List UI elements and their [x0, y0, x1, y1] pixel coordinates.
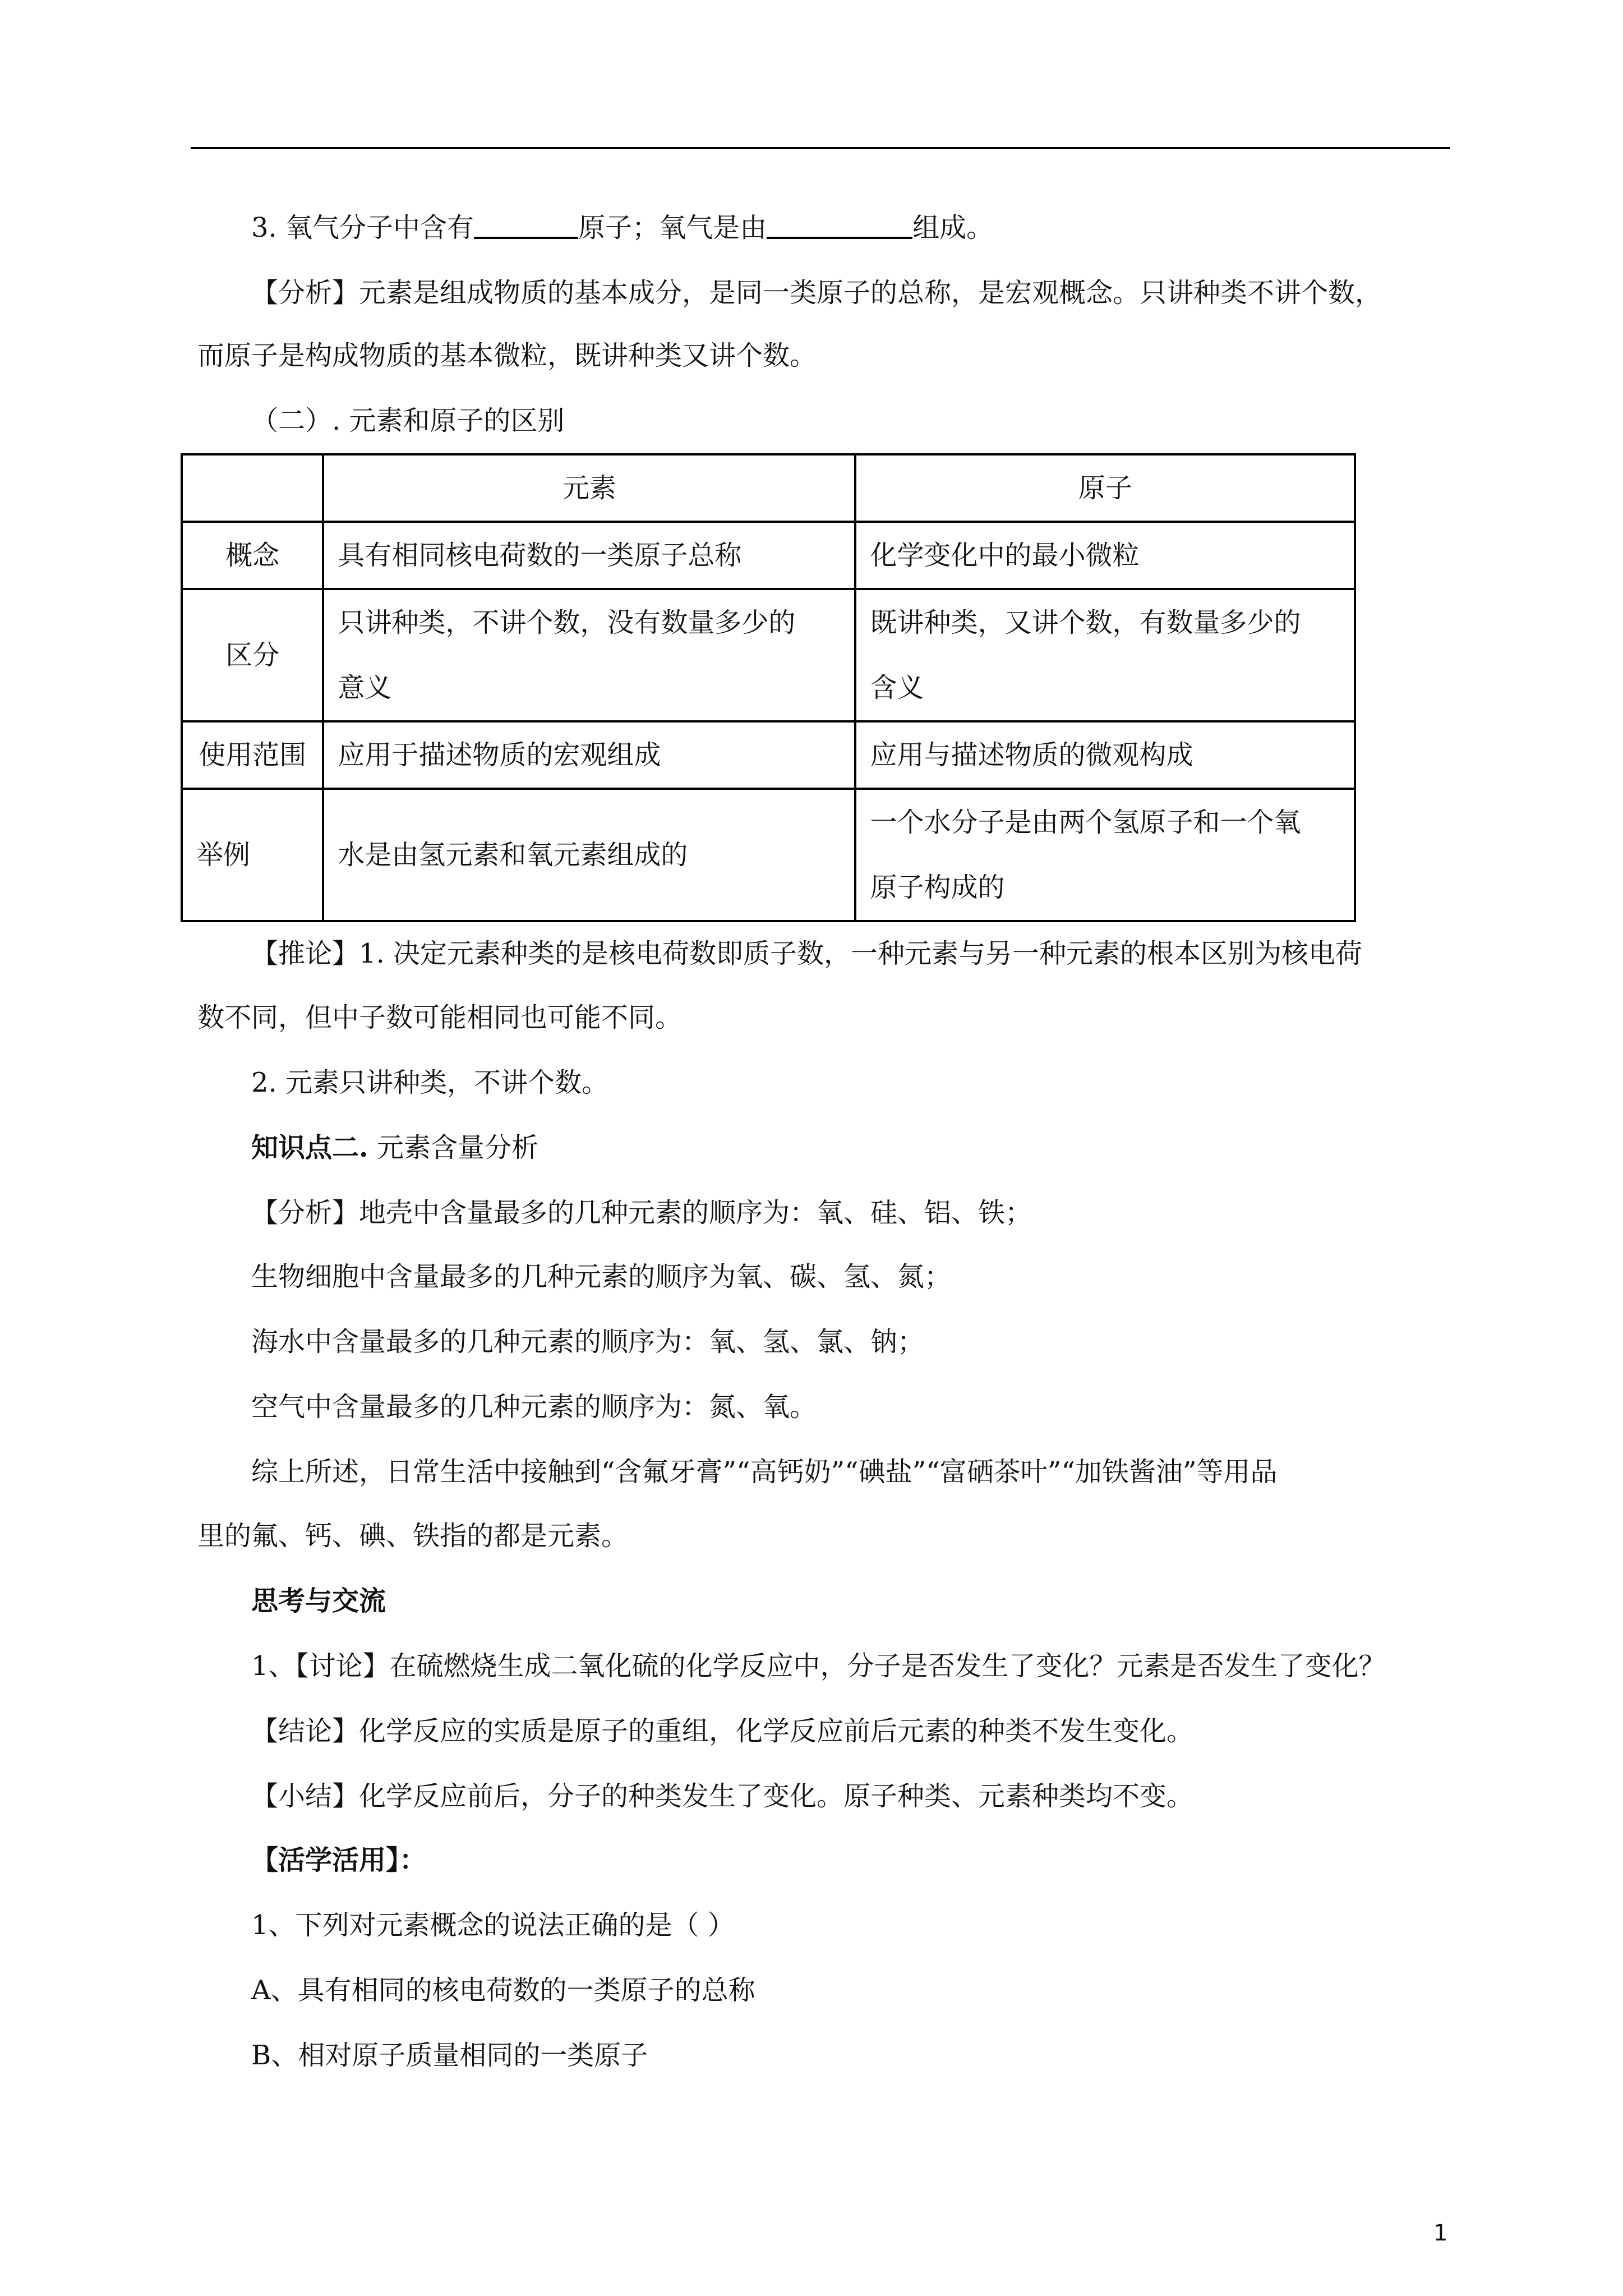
table-header-cell: 元素: [323, 454, 855, 522]
knowledge-point-title: 元素含量分析: [368, 1132, 538, 1163]
knowledge-point-label: 知识点二.: [251, 1132, 368, 1163]
element-cell: [323, 589, 855, 721]
practice-title: 【活学活用】：: [251, 1844, 427, 1876]
header-rule: [191, 147, 1450, 149]
think-title: 思考与交流: [251, 1585, 386, 1617]
cell-line: 只讲种类，不讲个数，没有数量多少的: [338, 607, 796, 638]
cell-line: 具有相同核电荷数的一类原子总称: [338, 540, 742, 571]
cell-line: 含义: [870, 672, 924, 703]
discussion: 1、【讨论】在硫燃烧生成二氧化硫的化学反应中，分子是否发生了变化？元素是否发生了变化？: [251, 1650, 1386, 1682]
practice-question-1: 1、下列对元素概念的说法正确的是（ ）: [251, 1910, 735, 1941]
cell-line: 水是由氢元素和氧元素组成的: [338, 839, 688, 871]
table-header-cell: 原子: [855, 454, 1355, 522]
table-row: [182, 589, 1355, 721]
atom-cell: [855, 789, 1355, 921]
q3-text-1: 3. 氧气分子中含有: [251, 212, 474, 243]
q3-text-2: 原子；氧气是由: [578, 212, 767, 243]
analysis-2-line-4: 空气中含量最多的几种元素的顺序为：氮、氧。: [251, 1391, 817, 1423]
answer-blank-1[interactable]: [474, 212, 578, 239]
q3-text-3: 组成。: [912, 212, 994, 243]
analysis-2-line-6: 里的氟、钙、碘、铁指的都是元素。: [197, 1520, 629, 1552]
knowledge-point-2: [251, 1130, 538, 1166]
option-b: B、相对原子质量相同的一类原子: [251, 2040, 648, 2071]
cell-line: 原子构成的: [870, 872, 1005, 903]
element-cell: [323, 522, 855, 589]
conclusion: 【结论】化学反应的实质是原子的重组，化学反应前后元素的种类不发生变化。: [251, 1715, 1194, 1747]
section-2-title: （二）. 元素和原子的区别: [251, 405, 565, 436]
comparison-table: [181, 453, 1356, 922]
inference-line-3: 2. 元素只讲种类，不讲个数。: [251, 1067, 609, 1098]
atom-cell: [855, 589, 1355, 721]
analysis-2-line-1: 【分析】地壳中含量最多的几种元素的顺序为：氧、硅、铝、铁；: [251, 1197, 1032, 1228]
table-row: [182, 522, 1355, 589]
cell-line: 应用与描述物质的微观构成: [870, 739, 1193, 771]
atom-cell: [855, 522, 1355, 589]
cell-line: 应用于描述物质的宏观组成: [338, 739, 661, 771]
row-label: 概念: [182, 522, 323, 589]
atom-cell: [855, 721, 1355, 789]
cell-line: 化学变化中的最小微粒: [870, 540, 1140, 571]
inference-line-1: 【推论】1. 决定元素种类的是核电荷数即质子数，一种元素与另一种元素的根本区别为核电荷: [251, 938, 1363, 969]
element-cell: [323, 789, 855, 921]
page-number: 1: [1433, 2220, 1448, 2246]
table-row: [182, 789, 1355, 921]
answer-blank-2[interactable]: [767, 212, 912, 239]
table-row: [182, 721, 1355, 789]
cell-line: 一个水分子是由两个氢原子和一个氧: [870, 807, 1301, 838]
question-3: [251, 210, 993, 246]
analysis-1-line-2: 而原子是构成物质的基本微粒，既讲种类又讲个数。: [197, 340, 817, 371]
table-header-row: [182, 454, 1355, 522]
row-label: 使用范围: [182, 721, 323, 789]
analysis-2-line-3: 海水中含量最多的几种元素的顺序为：氧、氢、氯、钠；: [251, 1326, 925, 1358]
element-cell: [323, 721, 855, 789]
table-header-cell: [182, 454, 323, 522]
cell-line: 意义: [338, 672, 392, 703]
inference-line-2: 数不同，但中子数可能相同也可能不同。: [197, 1002, 683, 1033]
summary: 【小结】化学反应前后，分子的种类发生了变化。原子种类、元素种类均不变。: [251, 1780, 1194, 1812]
option-a: A、具有相同的核电荷数的一类原子的总称: [251, 1975, 755, 2006]
analysis-1-line-1: 【分析】元素是组成物质的基本成分，是同一类原子的总称，是宏观概念。只讲种类不讲个数，: [251, 277, 1382, 309]
row-label: 区分: [182, 589, 323, 721]
row-label: 举例: [182, 789, 323, 921]
analysis-2-line-5: 综上所述，日常生活中接触到“含氟牙膏”“高钙奶”“碘盐”“富硒茶叶”“加铁酱油”等用品: [251, 1456, 1278, 1488]
analysis-2-line-2: 生物细胞中含量最多的几种元素的顺序为氧、碳、氢、氮；: [251, 1261, 952, 1292]
cell-line: 既讲种类，又讲个数，有数量多少的: [870, 607, 1301, 638]
